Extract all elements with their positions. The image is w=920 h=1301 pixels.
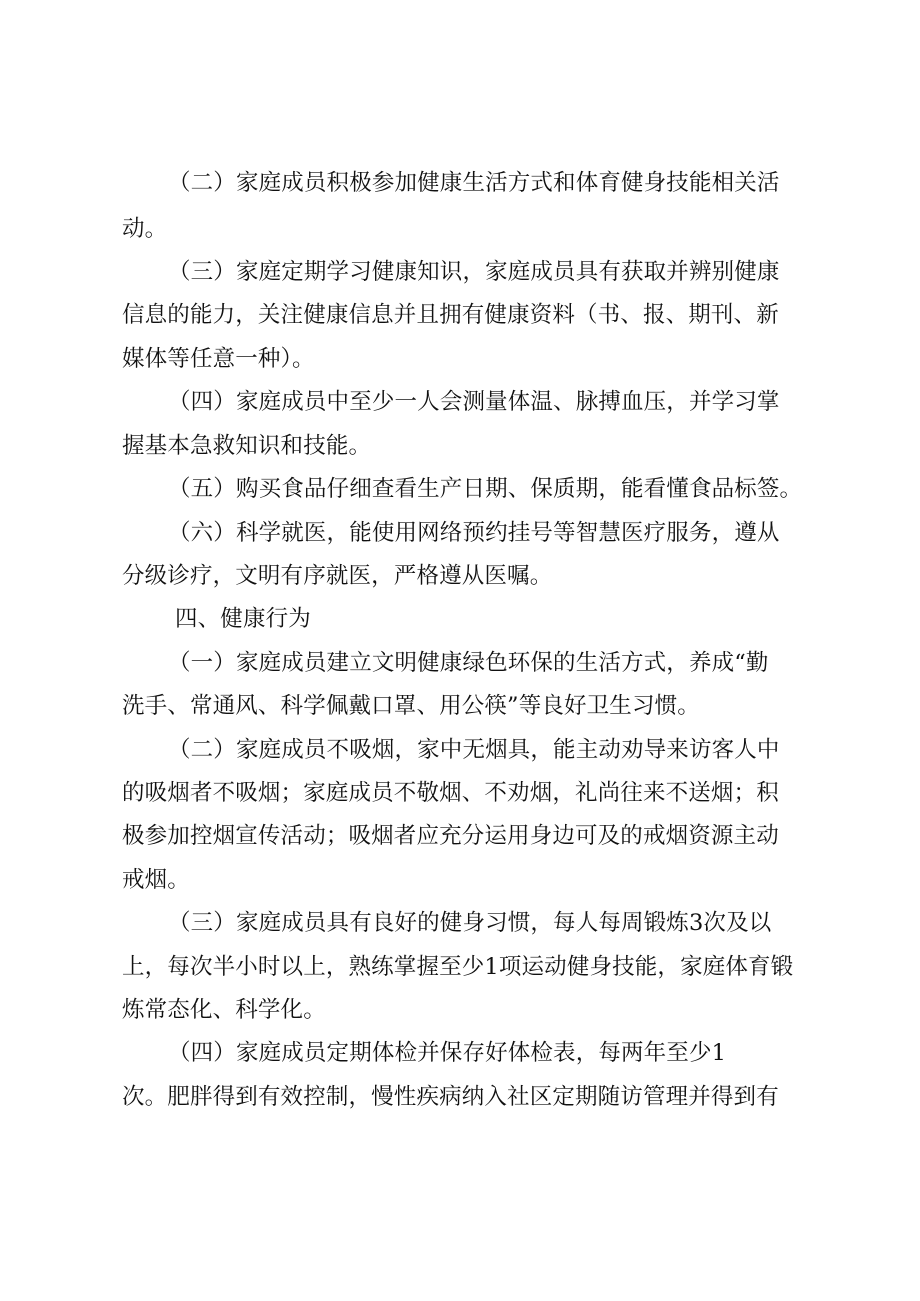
- text-line: （五）购买食品仔细查看生产日期、保质期，能看懂食品标签。: [168, 476, 803, 502]
- text-line: 上，每次半小时以上，熟练掌握至少1项运动健身技能，家庭体育锻: [122, 954, 794, 980]
- text-line: 极参加控烟宣传活动；吸烟者应充分运用身边可及的戒烟资源主动: [122, 823, 779, 849]
- text-line: （四）家庭成员定期体检并保存好体检表，每两年至少1: [168, 1040, 727, 1066]
- text-line: （四）家庭成员中至少一人会测量体温、脉搏血压，并学习掌: [168, 389, 780, 415]
- text-line: 信息的能力，关注健康信息并且拥有健康资料（书、报、期刊、新: [122, 302, 779, 328]
- text-line: 洗手、常通风、科学佩戴口罩、用公筷”等良好卫生习惯。: [122, 693, 700, 719]
- text-line: 炼常态化、科学化。: [122, 997, 326, 1023]
- text-line: 分级诊疗，文明有序就医，严格遵从医嘱。: [122, 563, 553, 589]
- text-line: （三）家庭定期学习健康知识，家庭成员具有获取并辨别健康: [168, 259, 780, 285]
- text-line: 握基本急救知识和技能。: [122, 433, 372, 459]
- text-line: 媒体等任意一种）。: [122, 346, 315, 372]
- text-line: 的吸烟者不吸烟；家庭成员不敬烟、不劝烟，礼尚往来不送烟；积: [122, 780, 779, 806]
- text-line: 戒烟。: [122, 867, 190, 893]
- text-line: （三）家庭成员具有良好的健身习惯，每人每周锻炼3次及以: [168, 910, 772, 936]
- text-line: （六）科学就医，能使用网络预约挂号等智慧医疗服务，遵从: [168, 520, 780, 546]
- text-line: （二）家庭成员积极参加健康生活方式和体育健身技能相关活: [168, 170, 780, 196]
- text-line: （一）家庭成员建立文明健康绿色环保的生活方式，养成“勤: [168, 650, 769, 676]
- section-heading: 四、健康行为: [175, 606, 311, 632]
- text-line: 次。肥胖得到有效控制，慢性疾病纳入社区定期随访管理并得到有: [122, 1084, 779, 1110]
- text-line: （二）家庭成员不吸烟，家中无烟具，能主动劝导来访客人中: [168, 737, 780, 763]
- text-line: 动。: [122, 216, 168, 242]
